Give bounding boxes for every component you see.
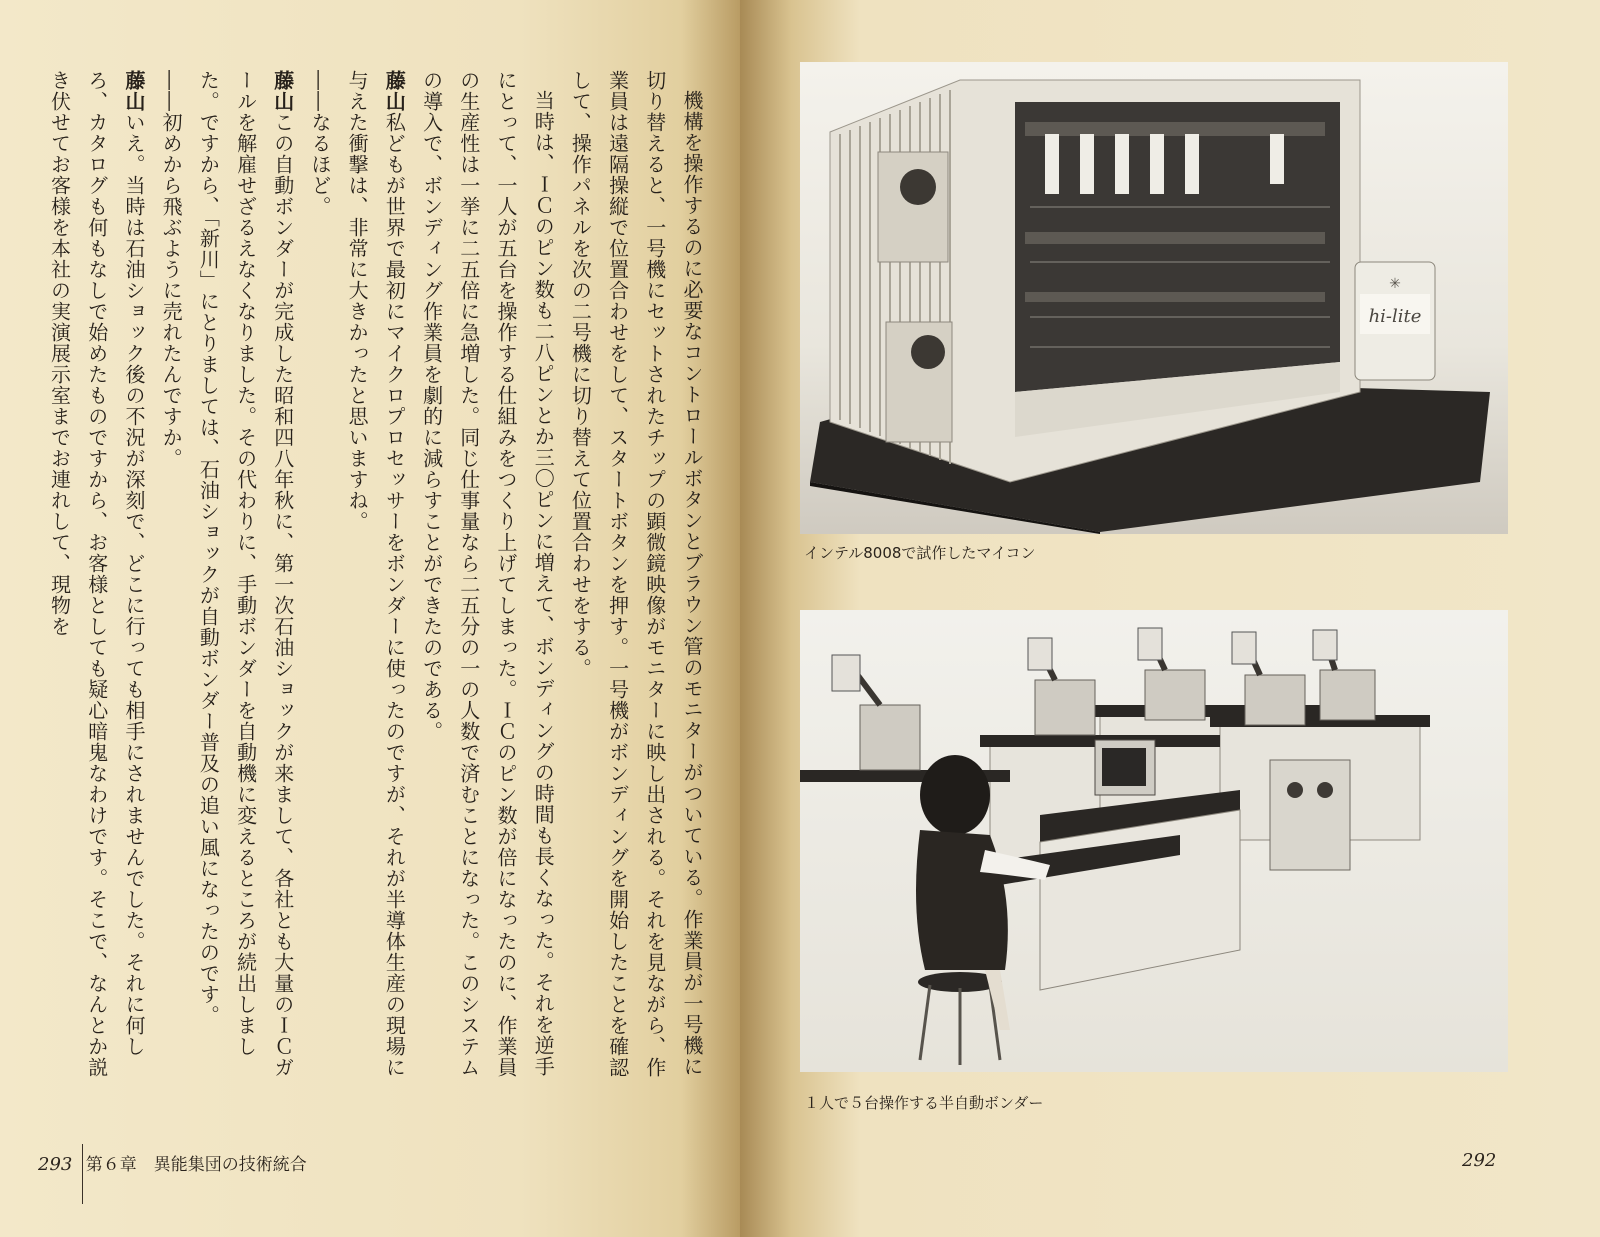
photo-caption: １人で５台操作する半自動ボンダー	[804, 1094, 1044, 1112]
left-page	[0, 0, 740, 1237]
svg-text:✳: ✳	[1389, 276, 1401, 292]
interviewer-line: ――初めから飛ぶように売れたんですか。	[159, 70, 184, 469]
left-footer	[38, 1150, 307, 1175]
speaker-name: 藤山	[121, 70, 146, 112]
page-number: 292	[1462, 1150, 1497, 1171]
dialogue-paragraph	[40, 70, 152, 1090]
bonder-photo	[800, 610, 1508, 1072]
dialogue-text: この自動ボンダーが完成した昭和四八年秋に、第一次石油ショックが来まして、各社とも大量のＩＣガールを解雇せざるえなくなりました。その代わりに、手動ボンダーを自動機に変えるところが続出しました。ですから、「新川」にとりましては、石油ショックが自動ボンダー普及の追い風になったのです。	[196, 70, 295, 1078]
dialogue-text: 私どもが世界で最初にマイクロプロセッサーをボンダーに使ったのですが、それが半導体生産の現場に与えた衝撃は、非常に大きかったと思いますね。	[345, 70, 407, 1078]
speaker-name: 藤山	[382, 70, 407, 112]
bonder-illustration	[800, 610, 1508, 1072]
interviewer-line: ――なるほど。	[307, 70, 332, 217]
footer-divider	[82, 1144, 83, 1204]
paragraph: 当時は、ＩＣのピン数も二八ピンとか三〇ピンに増えて、ボンディングの時間も長くなった。それを逆手にとって、一人が五台を操作する仕組みをつくり上げてしまった。ＩＣのピン数が倍になったのに、作業員の生産性は一挙に二五倍に急増した。同じ仕事量なら二五分の一の人数で済むことになった。このシステムの導入で、ボンディング作業員を劇的に減らすことができたのである。	[419, 70, 556, 1078]
can-label: hi-lite	[1368, 306, 1422, 327]
chapter-title: 第６章 異能集団の技術統合	[85, 1155, 307, 1175]
speaker-name: 藤山	[270, 70, 295, 112]
dialogue-text: いえ。当時は石油ショック後の不況が深刻で、どこに行っても相手にされませんでした。それに何しろ、カタログも何もなしで始めたものですから、お客様としても疑心暗鬼なわけです。そこで、なんとか説き伏せてお客様を本社の実演展示室までお連れして、現物を	[47, 70, 146, 1078]
paragraph: 機構を操作するのに必要なコントロールボタンとブラウン管のモニターがついている。作業員が一号機に切り替えると、一号機にセットされたチップの顕微鏡映像がモニターに映し出される。それを見ながら、作業員は遠隔操縦で位置合わせをして、スタートボタンを押す。一号機がボンディングを開始したことを確認して、操作パネルを次の二号機に切り替えて位置合わせをする。	[568, 70, 704, 1078]
body-text	[10, 70, 710, 1090]
dialogue-paragraph	[189, 70, 301, 1090]
microcomputer-illustration	[800, 62, 1508, 534]
page-number: 293	[38, 1154, 73, 1175]
photo-caption: インテル8008で試作したマイコン	[804, 544, 1036, 562]
microcomputer-photo	[800, 62, 1508, 534]
dialogue-paragraph	[338, 70, 412, 1090]
